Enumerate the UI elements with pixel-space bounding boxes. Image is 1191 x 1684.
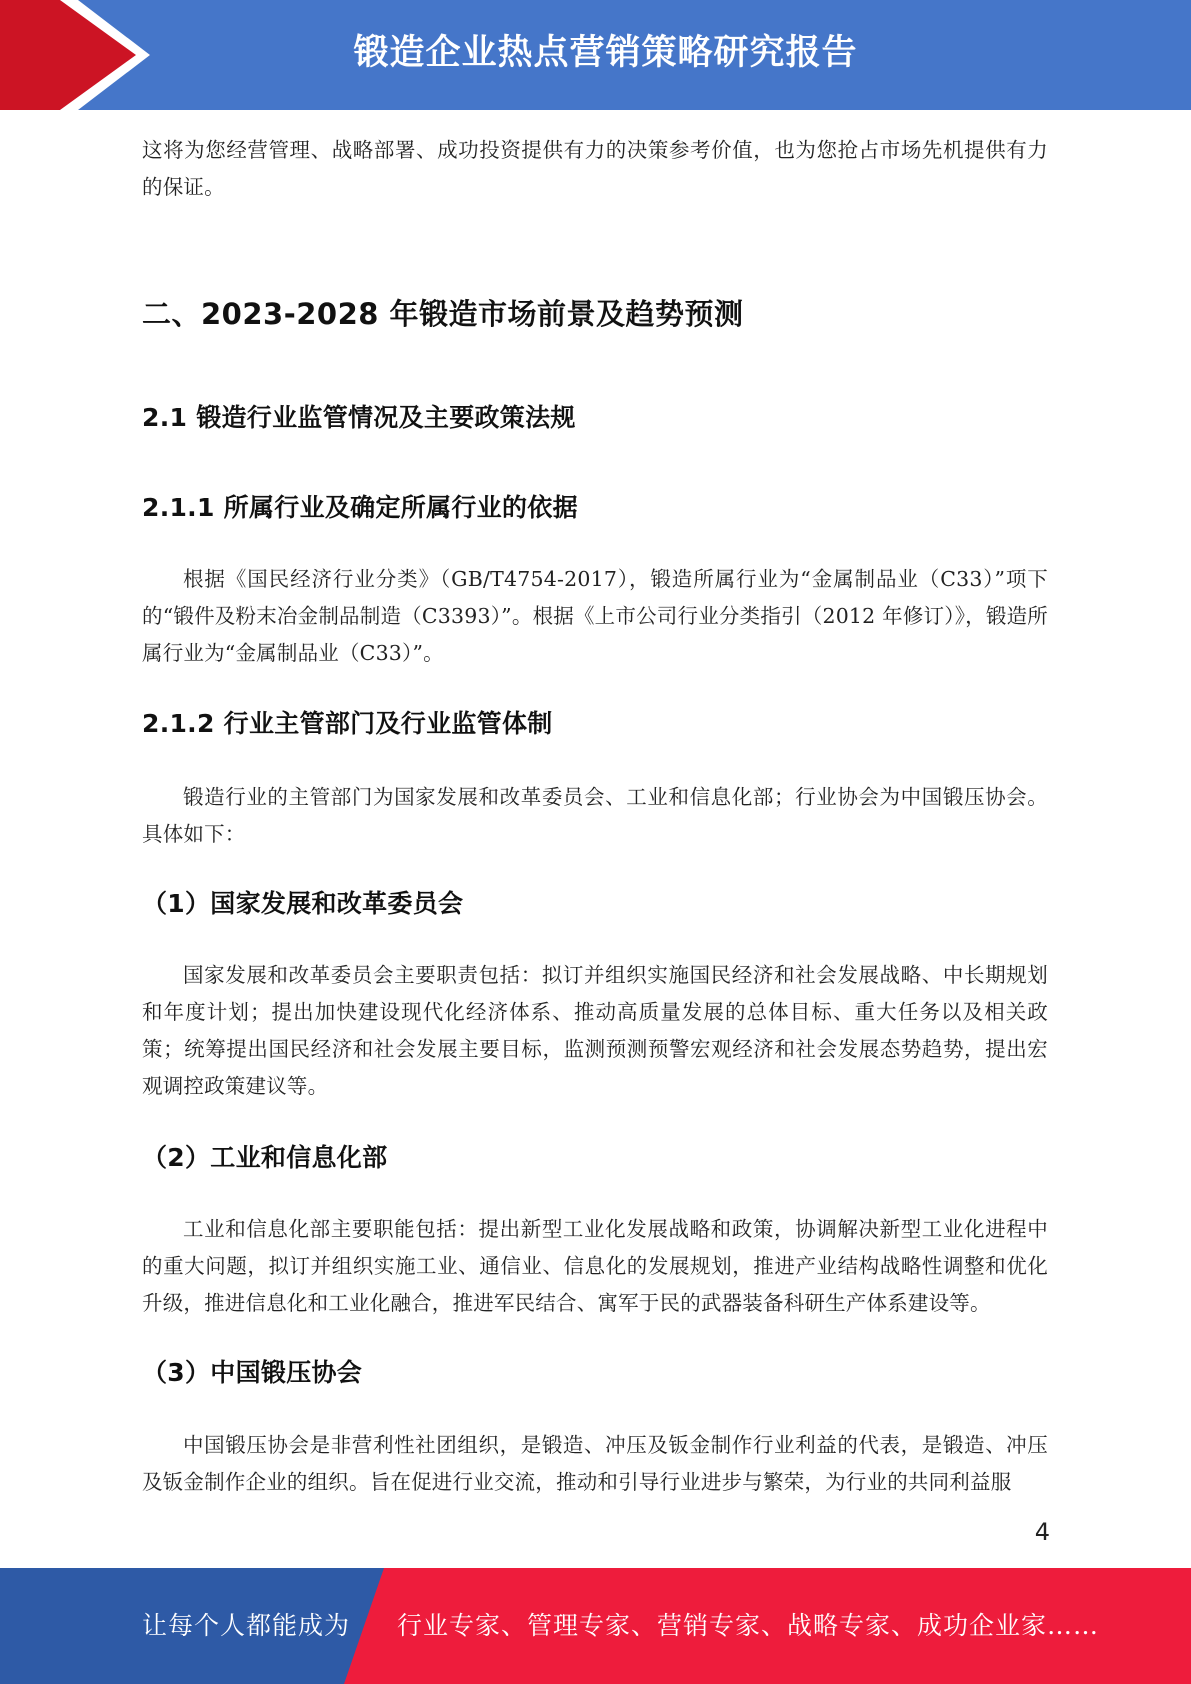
- report-title: 锻造企业热点营销策略研究报告: [353, 33, 858, 73]
- subsection-heading-2-1: 2.1 锻造行业监管情况及主要政策法规: [142, 403, 576, 432]
- footer-slogan-left: 让每个人都能成为: [142, 1611, 351, 1640]
- item-2-paragraph: 工业和信息化部主要职能包括：提出新型工业化发展战略和政策，协调解决新型工业化进程中的重大问题，拟订并组织实施工业、通信业、信息化的发展规划，推进产业结构战略性调整和优化升级，推进信息化和工业化融合，推进军民结合、寓军于民的武器装备科研生产体系建设等。: [142, 1217, 1048, 1315]
- page-footer: [0, 1568, 1191, 1684]
- item-2-heading: （2）工业和信息化部: [142, 1143, 388, 1172]
- subsection-heading-2-1-1: 2.1.1 所属行业及确定所属行业的依据: [142, 493, 578, 522]
- intro-paragraph: 这将为您经营管理、战略部署、成功投资提供有力的决策参考价值，也为您抢占市场先机提供有力的保证。: [142, 138, 1048, 199]
- paragraph-2-1-1: 根据《国民经济行业分类》（GB/T4754-2017），锻造所属行业为“金属制品业（C33）”项下的“锻件及粉末冶金制品制造（C3393）”。根据《上市公司行业分类指引（2012 年修订）》，锻造所属行业为“金属制品业（C33）”。: [142, 567, 1048, 665]
- footer-slogan-right: 行业专家、管理专家、营销专家、战略专家、成功企业家……: [397, 1611, 1100, 1640]
- page-number: 4: [1034, 1518, 1050, 1546]
- paragraph-2-1-2: 锻造行业的主管部门为国家发展和改革委员会、工业和信息化部；行业协会为中国锻压协会。具体如下：: [142, 785, 1048, 846]
- subsection-heading-2-1-2: 2.1.2 行业主管部门及行业监管体制: [142, 709, 553, 738]
- section-heading: 二、2023-2028 年锻造市场前景及趋势预测: [142, 297, 744, 331]
- item-3-paragraph: 中国锻压协会是非营利性社团组织，是锻造、冲压及钣金制作行业利益的代表，是锻造、冲压及钣金制作企业的组织。旨在促进行业交流，推动和引导行业进步与繁荣，为行业的共同利益服: [142, 1433, 1048, 1494]
- item-1-heading: （1）国家发展和改革委员会: [142, 889, 464, 918]
- item-3-heading: （3）中国锻压协会: [142, 1358, 363, 1387]
- item-1-paragraph: 国家发展和改革委员会主要职责包括：拟订并组织实施国民经济和社会发展战略、中长期规划和年度计划；提出加快建设现代化经济体系、推动高质量发展的总体目标、重大任务以及相关政策；统筹提出国民经济和社会发展主要目标，监测预测预警宏观经济和社会发展态势趋势，提出宏观调控政策建议等。: [142, 963, 1048, 1098]
- page-header: [0, 0, 1191, 110]
